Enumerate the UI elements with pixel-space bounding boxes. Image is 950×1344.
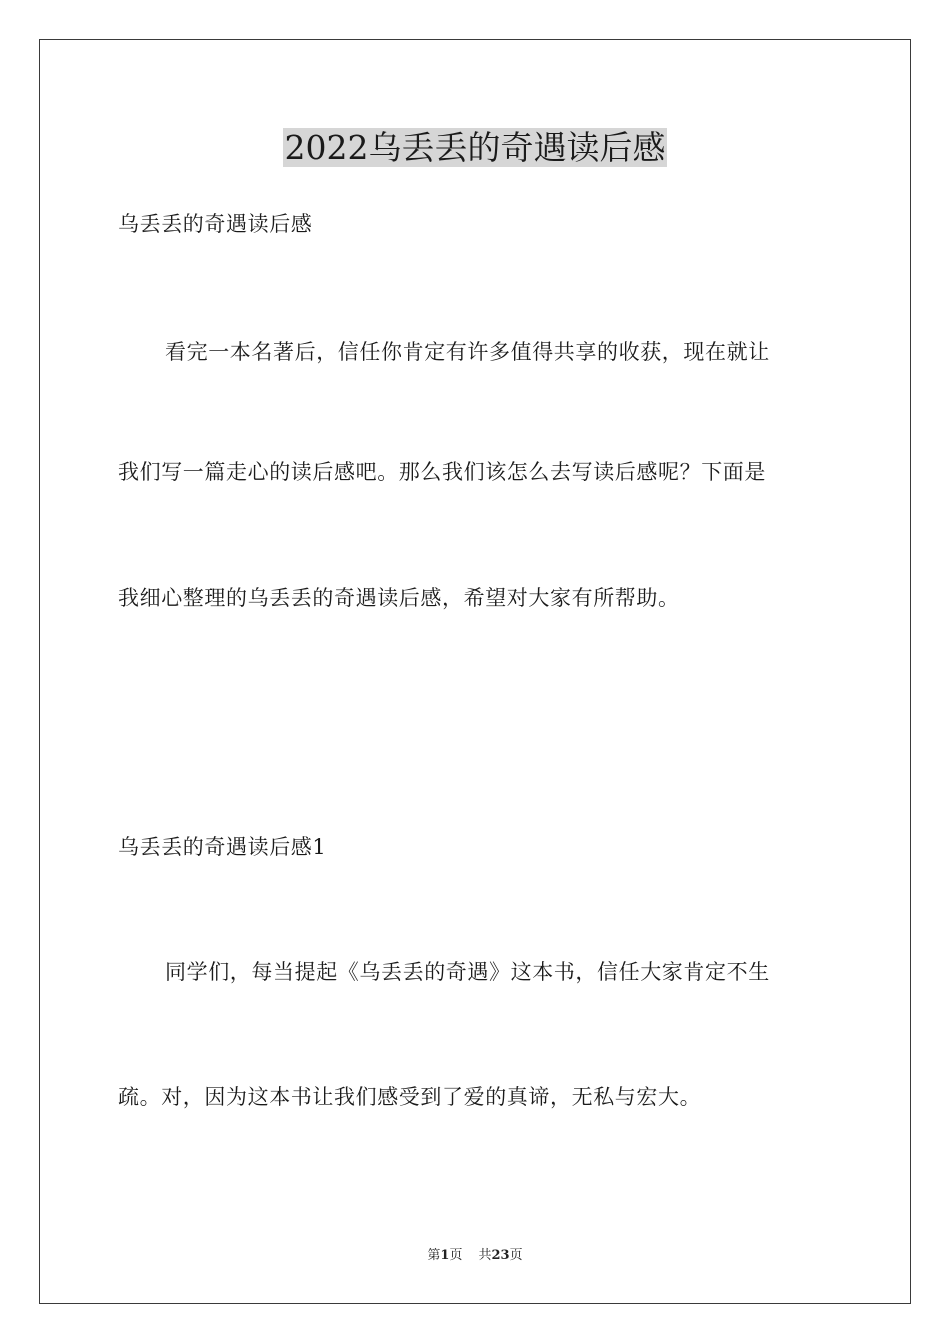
footer-page-current: 1 xyxy=(440,1248,450,1263)
paragraph-line: 同学们，每当提起《乌丢丢的奇遇》这本书，信任大家肯定不生 xyxy=(165,960,770,984)
paragraph-line: 疏。对，因为这本书让我们感受到了爱的真谛，无私与宏大。 xyxy=(118,1085,702,1109)
footer-page-suffix: 页 xyxy=(449,1248,463,1263)
paragraph-line: 看完一本名著后，信任你肯定有许多值得共享的收获，现在就让 xyxy=(165,340,770,364)
footer-page-total: 23 xyxy=(491,1248,510,1263)
footer-total-prefix: 共 xyxy=(478,1248,492,1263)
paragraph-line: 我细心整理的乌丢丢的奇遇读后感，希望对大家有所帮助。 xyxy=(118,586,680,610)
document-title xyxy=(0,126,950,170)
document-title-text: 2022乌丢丢的奇遇读后感 xyxy=(284,128,666,167)
paragraph-line: 我们写一篇走心的读后感吧。那么我们该怎么去写读后感呢？下面是 xyxy=(118,460,766,484)
page-footer xyxy=(0,1247,950,1265)
subtitle-line: 乌丢丢的奇遇读后感 xyxy=(118,212,313,236)
section-heading: 乌丢丢的奇遇读后感1 xyxy=(118,835,327,859)
footer-page-prefix: 第 xyxy=(427,1248,441,1263)
footer-total-suffix: 页 xyxy=(509,1248,523,1263)
